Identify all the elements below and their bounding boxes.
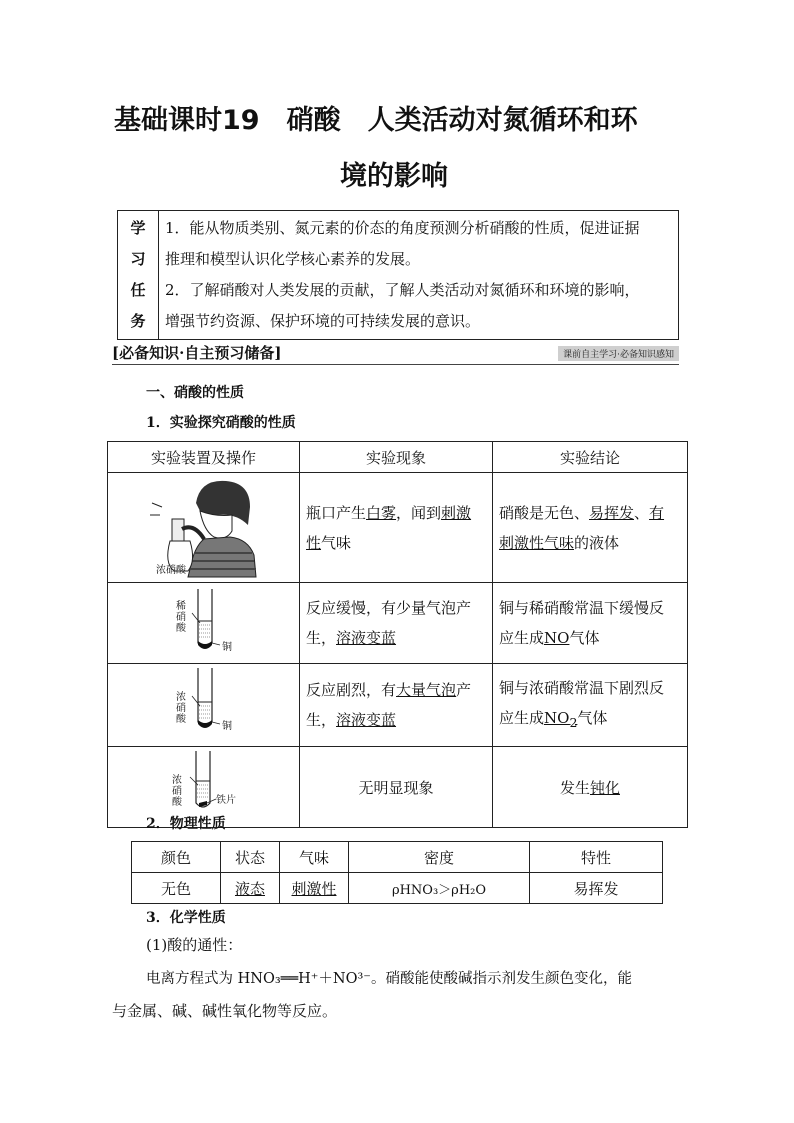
person-smelling-acid-illustration [108,473,299,578]
text: 气味 [321,533,352,552]
header-cell: 颜色 [132,842,221,873]
value-cell: 刺激性 [280,873,349,904]
value-cell: 液态 [221,873,280,904]
value-cell: 易挥发 [530,873,663,904]
header-cell: 状态 [221,842,280,873]
task-label-char: 务 [130,312,146,330]
apparatus-cell [108,583,300,664]
subsection-heading: 3．化学性质 [146,910,226,926]
value-cell: 无色 [132,873,221,904]
tube-label-char: 酸 [176,714,186,725]
phenomenon-cell [300,583,493,664]
answer-blank: 溶液变蓝 [336,629,397,647]
tube-label-char: 硝 [176,703,186,714]
text: 产 [456,681,472,699]
conclusion-cell [492,664,687,747]
text: 反应剧烈，有 [306,681,397,699]
table-row [108,583,688,664]
answer-blank: 刺激性气味 [498,533,574,552]
test-tube-copper-illustration [108,664,299,742]
metal-label: 铁片 [216,795,236,806]
subsubsection-heading: (1)酸的通性： [146,936,243,954]
task-line: 2．了解硝酸对人类发展的贡献，了解人类活动对氮循环和环境的影响， [165,281,640,299]
tube-label-char: 浓 [172,775,182,786]
tube-label-char: 硝 [176,612,186,623]
phenomenon-cell: 无明显现象 [300,747,493,828]
header-cell: 实验现象 [300,442,493,473]
tube-label-char: 稀 [176,601,186,612]
text: 的液体 [574,533,620,552]
text: 气体 [569,629,600,647]
text: 铜与浓硝酸常温下剧烈反 [498,678,664,697]
banner-badge: 课前自主学习·必备知识感知 [558,346,679,361]
text: 气体 [577,708,608,727]
tube-label [176,692,186,725]
text: ，闻到 [396,503,442,522]
phenomenon-cell [300,664,493,747]
page-title-line2: 境的影响 [340,161,448,192]
formula: NO [544,708,570,727]
text: 反应缓慢，有少量气泡产 [306,599,472,617]
value-cell: ρHNO₃＞ρH₂O [349,873,530,904]
text: 应生成 [498,708,544,727]
answer-blank: 有 [649,503,665,522]
header-cell: 气味 [280,842,349,873]
answer-blank: 刺激 [441,503,472,522]
answer-blank: 大量气泡 [396,681,457,699]
table-row [108,473,688,583]
table-row [108,664,688,747]
tube-label-char: 酸 [176,623,186,634]
apparatus-cell [108,473,300,583]
physical-properties-table [131,841,663,904]
answer-blank: 性 [306,533,322,552]
metal-label: 铜 [222,642,232,653]
header-cell: 密度 [349,842,530,873]
task-line: 1．能从物质类别、氮元素的价态的角度预测分析硝酸的性质，促进证据 [165,219,640,237]
subsection-heading: 2．物理性质 [146,816,226,832]
task-label [118,211,159,340]
experiment-table [107,441,688,828]
answer-blank [544,708,578,730]
answer-blank: 钝化 [589,778,620,797]
header-cell: 实验结论 [492,442,687,473]
conclusion-cell [492,473,687,583]
task-line: 增强节约资源、保护环境的可持续发展的意识。 [165,312,481,330]
task-label-char: 任 [130,281,146,299]
header-cell: 实验装置及操作 [108,442,300,473]
text: 生， [306,629,337,647]
task-label-char: 学 [130,219,146,237]
text: 应生成 [498,629,544,647]
section-heading: 一、硝酸的性质 [146,385,244,401]
answer-blank: 白雾 [366,503,397,522]
text: 铜与稀硝酸常温下缓慢反 [498,599,664,617]
text: 发生 [559,778,590,797]
test-tube-iron-illustration [108,747,299,823]
tube-label-char: 酸 [172,797,182,808]
answer-blank: 易挥发 [589,503,635,522]
apparatus-label: 浓硝酸 [156,565,186,576]
banner-left: [必备知识·自主预习储备] [112,344,282,362]
subsection-heading: 1．实验探究硝酸的性质 [146,415,296,431]
answer-blank: 溶液变蓝 [336,711,397,729]
conclusion-cell [492,747,687,828]
answer-blank: NO [544,629,570,647]
tube-label [172,775,182,808]
apparatus-cell [108,664,300,747]
page-title-line1: 基础课时19 硝酸 人类活动对氮循环和环 [114,105,638,136]
section-banner [112,340,679,365]
paragraph-line: 与金属、碱、碱性氧化物等反应。 [112,1002,338,1020]
formula-subscript: 2 [569,714,578,730]
paragraph-line: 电离方程式为 HNO₃══H⁺＋NO³⁻。硝酸能使酸碱指示剂发生颜色变化，能 [146,971,632,987]
learning-task-box [117,210,679,340]
text: 瓶口产生 [306,503,367,522]
tube-label-char: 硝 [172,786,182,797]
conclusion-cell [492,583,687,664]
task-label-char: 习 [130,250,146,268]
text: 、 [634,503,650,522]
task-line: 推理和模型认识化学核心素养的发展。 [165,250,421,268]
phenomenon-cell [300,473,493,583]
test-tube-copper-illustration [108,583,299,659]
text: 硝酸是无色、 [498,503,589,522]
task-content [159,211,679,340]
text: 生， [306,711,337,729]
header-cell: 特性 [530,842,663,873]
tube-label-char: 浓 [176,692,186,703]
metal-label: 铜 [222,721,232,732]
tube-label [176,601,186,634]
